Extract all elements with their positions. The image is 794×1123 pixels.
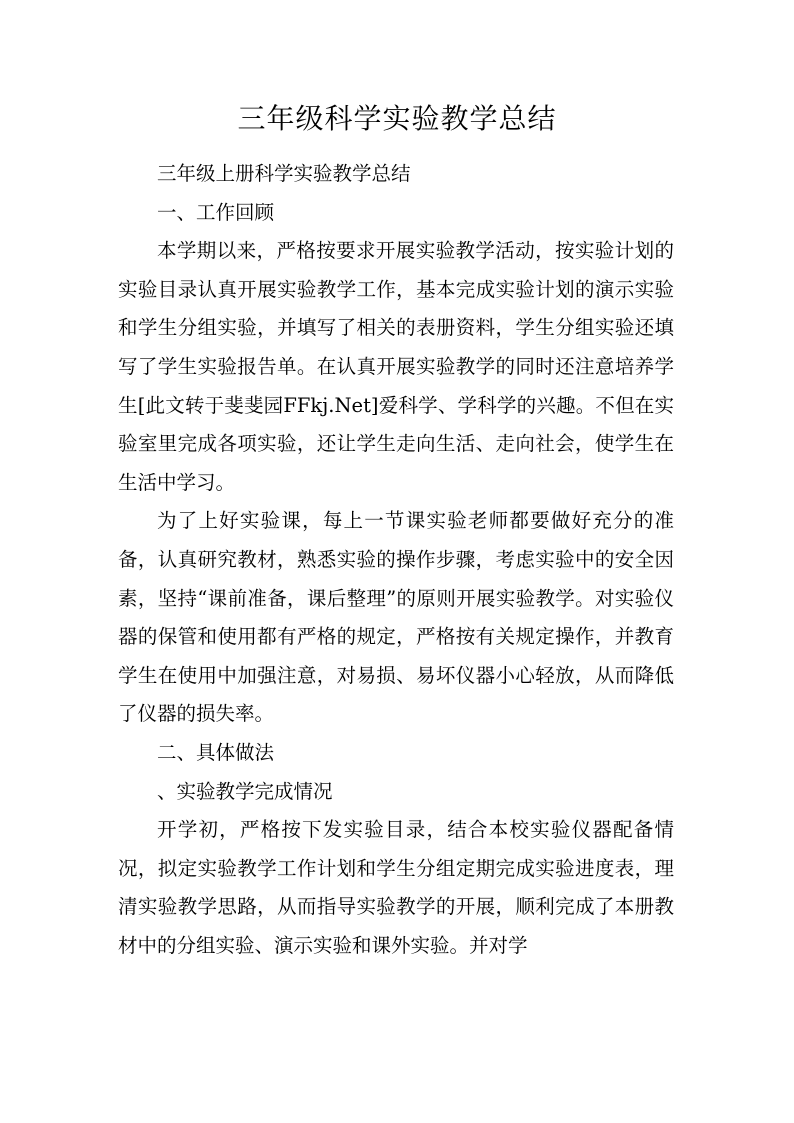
body-paragraph: 开学初，严格按下发实验目录，结合本校实验仪器配备情况，拟定实验教学工作计划和学生分组定期完成实验进度表，理清实验教学思路，从而指导实验教学的开展，顺利完成了本册教材中的分组实验、演示实验和课外实验。并对学 xyxy=(118,818,674,957)
section-heading-methods: 二、具体做法 xyxy=(157,740,275,764)
subsection-heading: 、实验教学完成情况 xyxy=(157,779,333,803)
document-title: 三年级科学实验教学总结 xyxy=(237,102,557,135)
section-heading-work-review: 一、工作回顾 xyxy=(157,200,275,224)
body-paragraph: 为了上好实验课，每上一节课实验老师都要做好充分的准备，认真研究教材，熟悉实验的操作步骤，考虑实验中的安全因素，坚持“课前准备，课后整理”的原则开展实验教学。对实验仪器的保管和使用都有严格的规定，严格按有关规定操作，并教育学生在使用中加强注意，对易损、易坏仪器小心轻放，从而降低了仪器的损失率。 xyxy=(118,509,674,726)
subtitle-paragraph: 三年级上册科学实验教学总结 xyxy=(157,162,411,185)
document-body xyxy=(118,155,674,965)
body-paragraph: 本学期以来，严格按要求开展实验教学活动，按实验计划的实验目录认真开展实验教学工作，基本完成实验计划的演示实验和学生分组实验，并填写了相关的表册资料，学生分组实验还填写了学生实验报告单。在认真开展实验教学的同时还注意培养学生[此文转于斐斐园FFkj.Net]爱科学、学科学的兴趣。不但在实验室里完成各项实验，还让学生走向生活、走向社会，使学生在生活中学习。 xyxy=(118,239,674,494)
